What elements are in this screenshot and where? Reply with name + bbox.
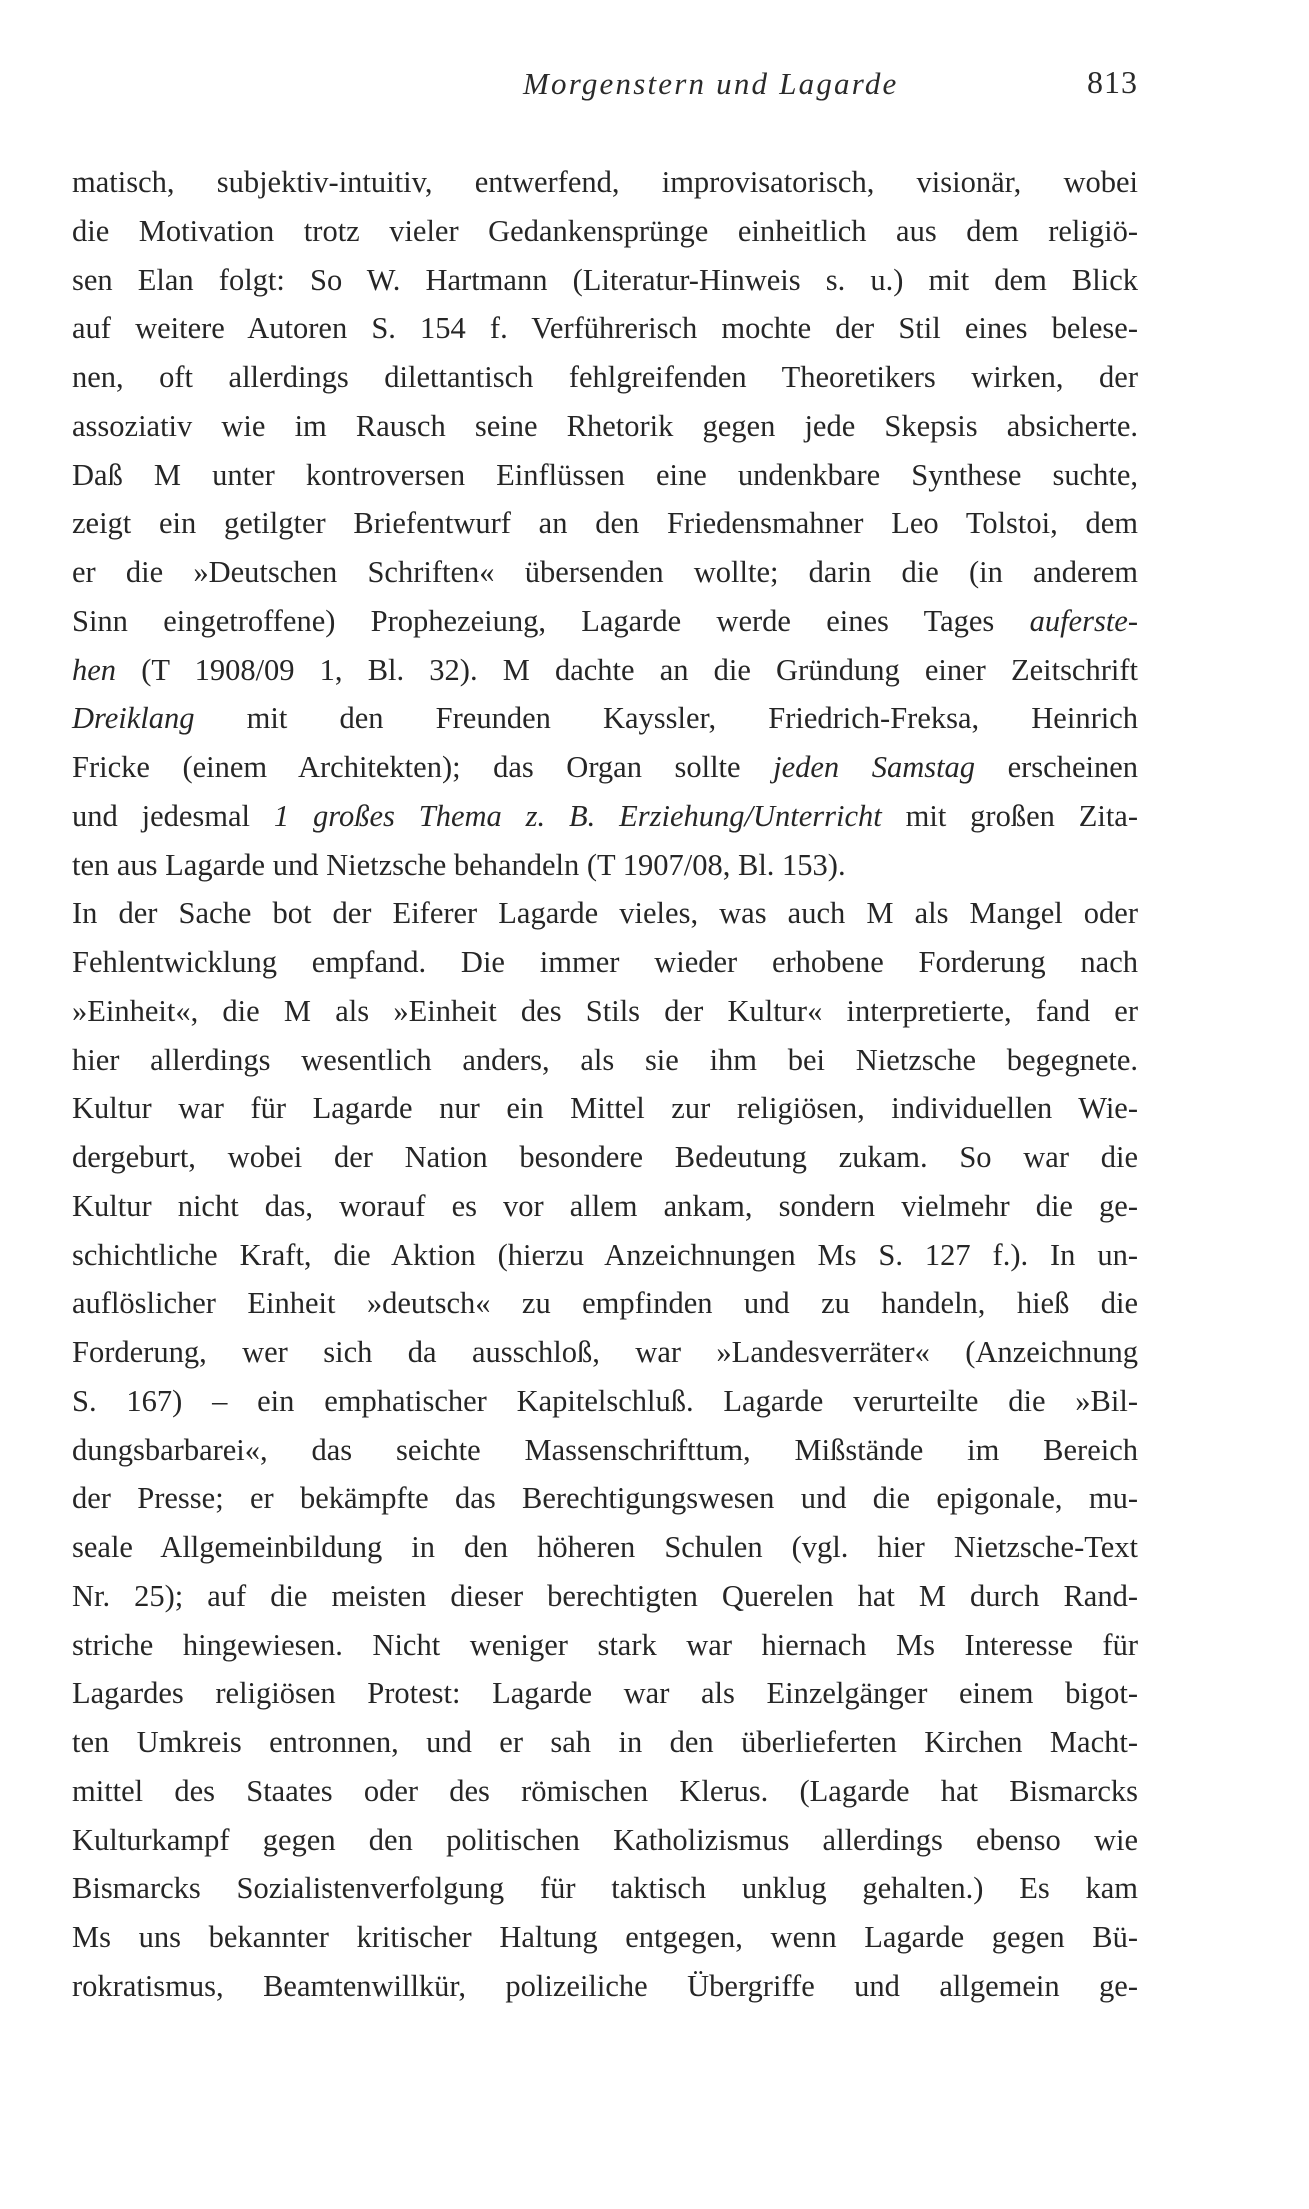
text-segment: Lagardes religiösen Protest: Lagarde war als Einzelgänger einem bigot- [72,1676,1138,1711]
text-line [72,841,1138,890]
text-line [72,646,1138,695]
page-number: 813 [1087,64,1138,100]
text-segment: die Motivation trotz vieler Gedankensprünge einheitlich aus dem religiö- [72,213,1138,248]
text-segment: In der Sache bot der Eiferer Lagarde vieles, was auch M als Mangel oder [72,896,1138,931]
text-segment: »Einheit«, die M als »Einheit des Stils der Kultur« interpretierte, fand er [72,993,1138,1028]
text-segment: ten aus Lagarde und Nietzsche behandeln (T 1907/08, Bl. 153). [72,847,846,882]
text-line [72,694,1138,743]
italic-text: hen [72,652,117,687]
text-line [72,548,1138,597]
text-line [72,1913,1138,1962]
text-line [72,1036,1138,1085]
text-segment: Kultur war für Lagarde nur ein Mittel zur religiösen, individuellen Wie- [72,1091,1138,1126]
text-segment: nen, oft allerdings dilettantisch fehlgreifenden Theoretikers wirken, der [72,360,1138,394]
text-line [72,1767,1138,1816]
text-segment: auf weitere Autoren S. 154 f. Verführerisch mochte der Stil eines belese- [72,311,1138,346]
text-segment: mittel des Staates oder des römischen Klerus. (Lagarde hat Bismarcks [72,1773,1138,1808]
text-segment: striche hingewiesen. Nicht weniger stark war hiernach Ms Interesse für [72,1627,1138,1662]
text-segment: Kultur nicht das, worauf es vor allem ankam, sondern vielmehr die ge- [72,1188,1138,1223]
text-segment: und jedesmal [72,798,274,833]
text-line [72,1864,1138,1913]
text-segment: dergeburt, wobei der Nation besondere Bedeutung zukam. So war die [72,1140,1138,1174]
text-segment: mit den Freunden Kayssler, Friedrich-Freksa, Heinrich [194,701,1138,736]
italic-text: 1 großes Thema z. B. Erziehung/Unterricht [273,798,882,833]
text-segment: hier allerdings wesentlich anders, als sie ihm bei Nietzsche begegnete. [72,1042,1138,1077]
text-line [72,1523,1138,1572]
body-text [72,158,1138,2011]
text-segment: sen Elan folgt: So W. Hartmann (Literatur-Hinweis s. u.) mit dem Blick [72,262,1138,297]
text-line [72,1718,1138,1767]
text-line [72,1182,1138,1231]
text-line [72,1669,1138,1718]
text-segment: Fehlentwicklung empfand. Die immer wieder erhobene Forderung nach [72,945,1138,979]
text-segment: seale Allgemeinbildung in den höheren Schulen (vgl. hier Nietzsche-Text [72,1530,1138,1564]
text-line [72,1621,1138,1670]
text-segment: assoziativ wie im Rausch seine Rhetorik gegen jede Skepsis absicherte. [72,408,1138,443]
text-segment: schichtliche Kraft, die Aktion (hierzu Anzeichnungen Ms S. 127 f.). In un- [72,1237,1138,1272]
text-line [72,597,1138,646]
text-line [72,1816,1138,1865]
text-line [72,353,1138,402]
italic-text: Dreiklang [72,701,195,736]
text-segment: zeigt ein getilgter Briefentwurf an den Friedensmahner Leo Tolstoi, dem [72,506,1138,541]
text-line [72,158,1138,207]
text-line [72,889,1138,938]
text-segment: mit großen Zita- [881,798,1139,833]
text-line [72,1231,1138,1280]
italic-text: auferste- [1029,603,1138,638]
running-head: Morgenstern und Lagarde [523,66,899,101]
text-line [72,402,1138,451]
text-segment: matisch, subjektiv-intuitiv, entwerfend, improvisatorisch, visionär, wobei [72,165,1138,199]
text-line [72,792,1138,841]
text-segment: erscheinen [975,750,1138,784]
text-segment: der Presse; er bekämpfte das Berechtigungswesen und die epigonale, mu- [72,1481,1138,1516]
text-segment: rokratismus, Beamtenwillkür, polizeiliche Übergriffe und allgemein ge- [72,1968,1138,2003]
text-line [72,256,1138,305]
text-segment: Nr. 25); auf die meisten dieser berechtigten Querelen hat M durch Rand- [72,1578,1138,1613]
text-line [72,499,1138,548]
text-segment: Daß M unter kontroversen Einflüssen eine undenkbare Synthese suchte, [72,457,1138,492]
text-segment: dungsbarbarei«, das seichte Massenschrifttum, Mißstände im Bereich [72,1432,1138,1467]
text-line [72,938,1138,987]
text-segment: auflöslicher Einheit »deutsch« zu empfinden und zu handeln, hieß die [72,1286,1138,1321]
text-line [72,1426,1138,1475]
text-line [72,1279,1138,1328]
text-segment: ten Umkreis entronnen, und er sah in den überlieferten Kirchen Macht- [72,1725,1138,1759]
text-line [72,1474,1138,1523]
text-line [72,1377,1138,1426]
text-segment: Sinn eingetroffene) Prophezeiung, Lagarde werde eines Tages [72,603,1030,638]
text-segment: S. 167) – ein emphatischer Kapitelschluß. Lagarde verurteilte die »Bil- [72,1383,1138,1418]
text-line [72,451,1138,500]
text-segment: (T 1908/09 1, Bl. 32). M dachte an die Gründung einer Zeitschrift [116,652,1138,687]
italic-text: jeden Samstag [773,750,976,784]
text-line [72,207,1138,256]
text-segment: Ms uns bekannter kritischer Haltung entgegen, wenn Lagarde gegen Bü- [72,1920,1138,1954]
text-line [72,1962,1138,2011]
text-line [72,1084,1138,1133]
text-segment: Fricke (einem Architekten); das Organ sollte [72,750,774,784]
text-segment: Forderung, wer sich da ausschloß, war »Landesverräter« (Anzeichnung [72,1335,1138,1369]
text-line [72,1133,1138,1182]
text-line [72,1572,1138,1621]
text-segment: Bismarcks Sozialistenverfolgung für taktisch unklug gehalten.) Es kam [72,1871,1138,1906]
text-line [72,743,1138,792]
text-line [72,987,1138,1036]
text-line [72,304,1138,353]
text-segment: er die »Deutschen Schriften« übersenden wollte; darin die (in anderem [72,555,1138,589]
text-line [72,1328,1138,1377]
text-segment: Kulturkampf gegen den politischen Katholizismus allerdings ebenso wie [72,1822,1138,1857]
